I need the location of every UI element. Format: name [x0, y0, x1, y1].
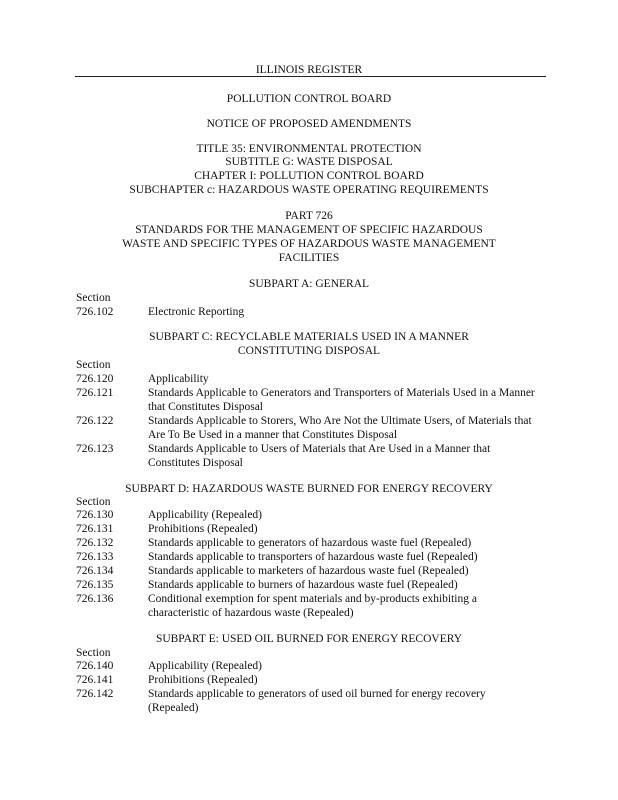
section-number: 726.130 [76, 509, 114, 521]
notice-title: NOTICE OF PROPOSED AMENDMENTS [206, 118, 412, 130]
section-title: Standards applicable to generators of used oil burned for energy recovery (Repealed) [148, 688, 486, 714]
part-number: PART 726 [285, 210, 333, 222]
subpart-c-heading: CONSTITUTING DISPOSAL [237, 345, 381, 357]
subpart-e-heading: SUBPART E: USED OIL BURNED FOR ENERGY RECOVERY [155, 633, 463, 645]
section-label: Section [76, 496, 111, 508]
section-number: 726.132 [76, 537, 114, 549]
section-number: 726.141 [76, 674, 114, 686]
section-label: Section [76, 647, 111, 659]
section-title: Standards applicable to transporters of hazardous waste fuel (Repealed) [148, 551, 478, 563]
part-title-line: WASTE AND SPECIFIC TYPES OF HAZARDOUS WASTE MANAGEMENT [122, 238, 496, 250]
section-title: Standards Applicable to Users of Materials that Are Used in a Manner that Constitutes Disposal [148, 443, 491, 469]
title-line: TITLE 35: ENVIRONMENTAL PROTECTION [196, 143, 422, 155]
subpart-d-heading: SUBPART D: HAZARDOUS WASTE BURNED FOR ENERGY RECOVERY [125, 483, 493, 495]
section-number: 726.134 [76, 565, 114, 577]
section-title: Applicability (Repealed) [148, 660, 263, 672]
section-number: 726.102 [76, 306, 114, 318]
subpart-c-heading: SUBPART C: RECYCLABLE MATERIALS USED IN A MANNER [149, 331, 469, 343]
board-name: POLLUTION CONTROL BOARD [226, 93, 392, 105]
section-title: Standards applicable to generators of hazardous waste fuel (Repealed) [148, 537, 472, 549]
section-number: 726.140 [76, 660, 114, 672]
section-number: 726.131 [76, 523, 114, 535]
section-title: Prohibitions (Repealed) [148, 674, 258, 686]
part-title-line: FACILITIES [278, 252, 340, 264]
part-title-line: STANDARDS FOR THE MANAGEMENT OF SPECIFIC HAZARDOUS [135, 224, 483, 236]
section-title: Standards applicable to marketers of hazardous waste fuel (Repealed) [148, 565, 469, 577]
section-number: 726.123 [76, 443, 114, 455]
section-label: Section [76, 292, 111, 304]
section-title: Applicability (Repealed) [148, 509, 263, 521]
section-number: 726.120 [76, 373, 114, 385]
section-number: 726.135 [76, 579, 114, 591]
chapter-line: CHAPTER I: POLLUTION CONTROL BOARD [194, 170, 424, 182]
section-number: 726.133 [76, 551, 114, 563]
subchapter-line: SUBCHAPTER c: HAZARDOUS WASTE OPERATING REQUIREMENTS [129, 184, 489, 196]
header-rule [75, 76, 546, 77]
section-title: Standards Applicable to Generators and Transporters of Materials Used in a Manner that Constitutes Disposal [148, 387, 535, 413]
section-title: Standards Applicable to Storers, Who Are Not the Ultimate Users, of Materials that Are To Be Used in a manner that Constitutes Disposal [148, 415, 532, 441]
section-number: 726.121 [76, 387, 114, 399]
subtitle-line: SUBTITLE G: WASTE DISPOSAL [225, 156, 393, 168]
section-label: Section [76, 359, 111, 371]
register-header: ILLINOIS REGISTER [255, 64, 363, 76]
section-title: Conditional exemption for spent materials and by-products exhibiting a characteristic of hazardous waste (Repealed) [148, 593, 477, 619]
section-title: Electronic Reporting [148, 306, 245, 318]
section-number: 726.142 [76, 688, 114, 700]
section-number: 726.122 [76, 415, 114, 427]
section-number: 726.136 [76, 593, 114, 605]
section-title: Applicability [148, 373, 209, 385]
subpart-a-heading: SUBPART A: GENERAL [248, 278, 370, 290]
section-title: Standards applicable to burners of hazardous waste fuel (Repealed) [148, 579, 458, 591]
section-title: Prohibitions (Repealed) [148, 523, 258, 535]
